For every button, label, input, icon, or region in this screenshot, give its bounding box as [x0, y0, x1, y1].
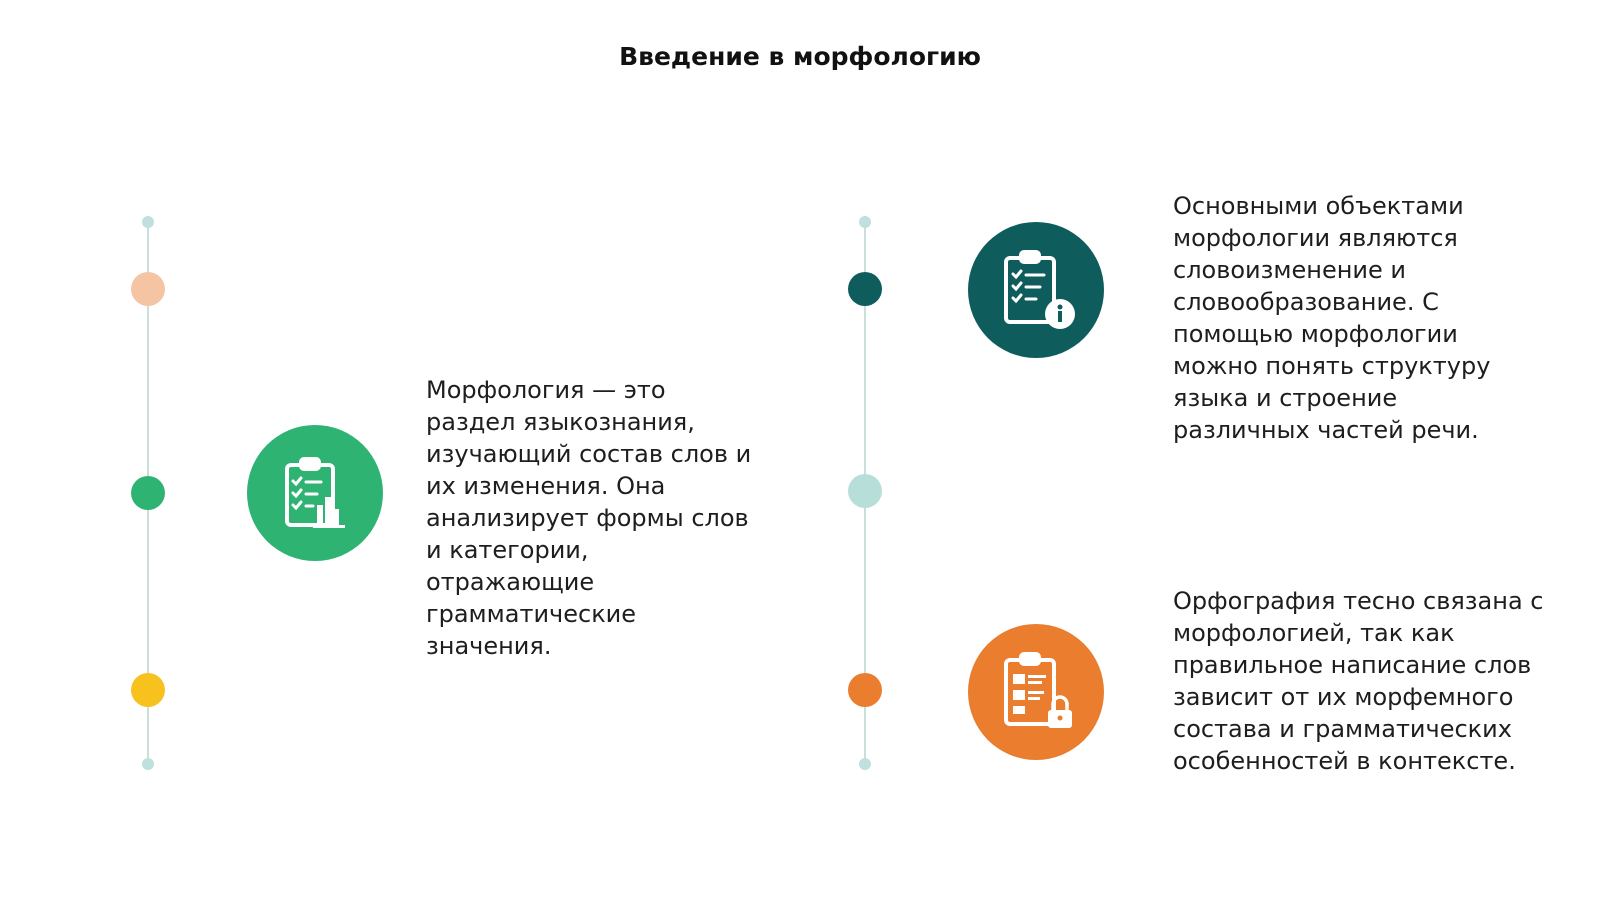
clipboard-chart-icon — [247, 425, 383, 561]
left-timeline-yellow-dot — [131, 673, 165, 707]
item-1-text: Морфология — это раздел языкознания, изучающий состав слов и их изменения. Она анализирует формы слов и категории, отражающие грамматические значения. — [426, 376, 752, 660]
left-timeline-bottom-dot — [142, 758, 154, 770]
right-timeline-light-teal-dot — [848, 474, 882, 508]
page-title: Введение в морфологию — [619, 42, 981, 71]
right-timeline-bottom-dot — [859, 758, 871, 770]
item-3-text: Орфография тесно связана с морфологией, так как правильное написание слов зависит от их морфемного состава и грамматических особенностей в контексте. — [1173, 587, 1544, 775]
right-timeline-top-dot — [859, 216, 871, 228]
right-timeline-teal-dot — [848, 272, 882, 306]
left-timeline-top-dot — [142, 216, 154, 228]
left-timeline-green-dot — [131, 476, 165, 510]
right-timeline-orange-dot — [848, 673, 882, 707]
clipboard-lock-icon — [968, 624, 1104, 760]
item-2-text: Основными объектами морфологии являются словоизменение и словообразование. С помощью морфологии можно понять структуру языка и строение различных частей речи. — [1173, 192, 1491, 444]
left-timeline-peach-dot — [131, 272, 165, 306]
clipboard-info-icon — [968, 222, 1104, 358]
